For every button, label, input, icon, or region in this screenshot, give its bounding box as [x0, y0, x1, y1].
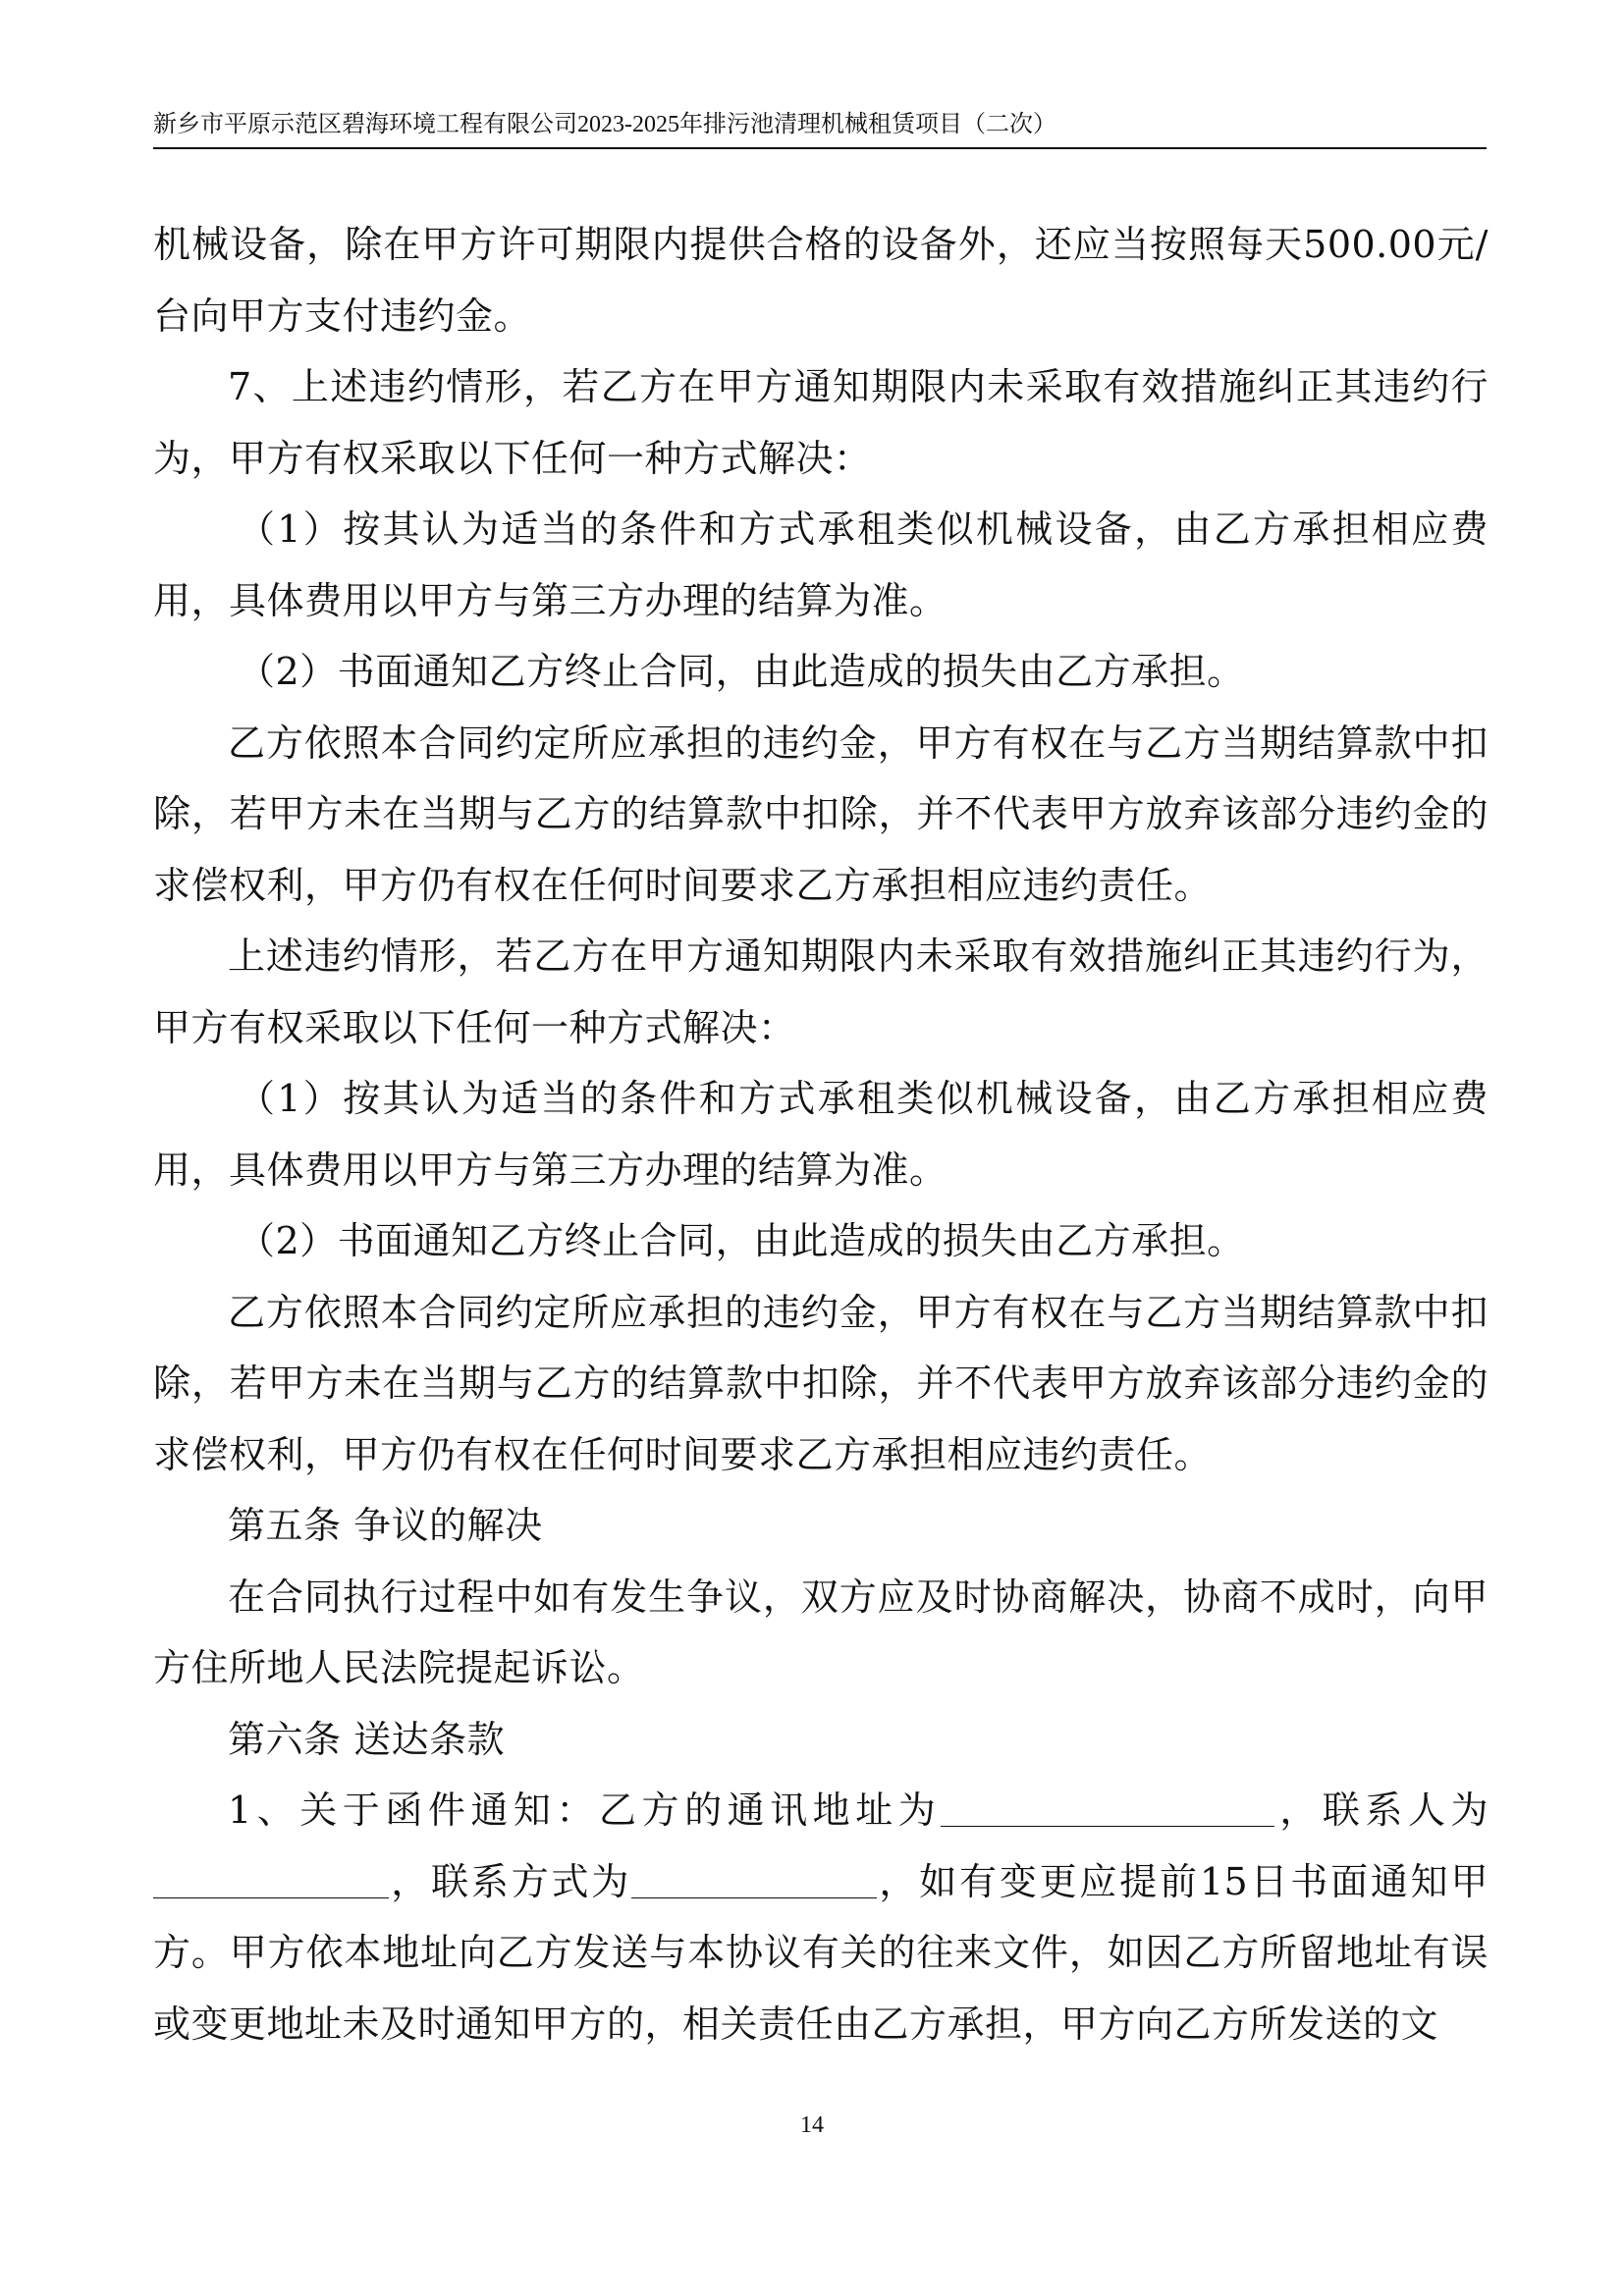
- address-blank-line: [941, 1792, 1274, 1827]
- section-heading-article-5: 第五条 争议的解决: [228, 1504, 543, 1547]
- contact-person-blank-line: [153, 1864, 389, 1898]
- paragraph-notice-clause: [153, 1775, 1489, 2059]
- notice-text-phone-label: ，联系方式为: [389, 1859, 632, 1903]
- paragraph-dispute-resolution: 在合同执行过程中如有发生争议，双方应及时协商解决，协商不成时，向甲方住所地人民法院提起诉讼。: [153, 1575, 1489, 1689]
- paragraph-breach-item-7: 7、上述违约情形，若乙方在甲方通知期限内未采取有效措施纠正其违约行为，甲方有权采取以下任何一种方式解决：: [153, 365, 1489, 480]
- paragraph-breach-repeat: 上述违约情形，若乙方在甲方通知期限内未采取有效措施纠正其违约行为，甲方有权采取以下任何一种方式解决：: [153, 934, 1489, 1049]
- notice-text-address-label: 1、关于函件通知：乙方的通讯地址为: [228, 1789, 942, 1832]
- notice-text-rest: ，如有变更应提前15日书面通知甲方。甲方依本地址向乙方发送与本协议有关的往来文件，如因乙方所留地址有误或变更地址未及时通知甲方的，相关责任由乙方承担，甲方向乙方所发送的文: [153, 1859, 1489, 2046]
- paragraph-penalty-deduction: 乙方依照本合同约定所应承担的违约金，甲方有权在与乙方当期结算款中扣除，若甲方未在当期与乙方的结算款中扣除，并不代表甲方放弃该部分违约金的求偿权利，甲方仍有权在任何时间要求乙方承担相应违约责任。: [153, 721, 1489, 907]
- section-heading-article-6: 第六条 送达条款: [228, 1717, 506, 1761]
- page-header: 新乡市平原示范区碧海环境工程有限公司2023-2025年排污池清理机械租赁项目（二次）: [153, 112, 1056, 137]
- contact-method-blank-line: [631, 1864, 877, 1898]
- paragraph-remedy-option-1-repeat: （1）按其认为适当的条件和方式承租类似机械设备，由乙方承担相应费用，具体费用以甲方与第三方办理的结算为准。: [153, 1077, 1489, 1192]
- header-divider: [153, 147, 1487, 149]
- notice-text-contact-label: ，联系人为: [1274, 1789, 1489, 1832]
- paragraph-remedy-option-2-repeat: （2）书面通知乙方终止合同，由此造成的损失由乙方承担。: [238, 1219, 1245, 1262]
- paragraph-remedy-option-2: （2）书面通知乙方终止合同，由此造成的损失由乙方承担。: [238, 650, 1245, 693]
- paragraph-equipment-penalty: 机械设备，除在甲方许可期限内提供合格的设备外，还应当按照每天500.00元/台向甲方支付违约金。: [153, 223, 1489, 338]
- document-body: [153, 209, 1489, 2059]
- paragraph-remedy-option-1: （1）按其认为适当的条件和方式承租类似机械设备，由乙方承担相应费用，具体费用以甲方与第三方办理的结算为准。: [153, 507, 1489, 622]
- paragraph-penalty-deduction-repeat: 乙方依照本合同约定所应承担的违约金，甲方有权在与乙方当期结算款中扣除，若甲方未在当期与乙方的结算款中扣除，并不代表甲方放弃该部分违约金的求偿权利，甲方仍有权在任何时间要求乙方承担相应违约责任。: [153, 1290, 1489, 1476]
- page-number: 14: [800, 2112, 824, 2138]
